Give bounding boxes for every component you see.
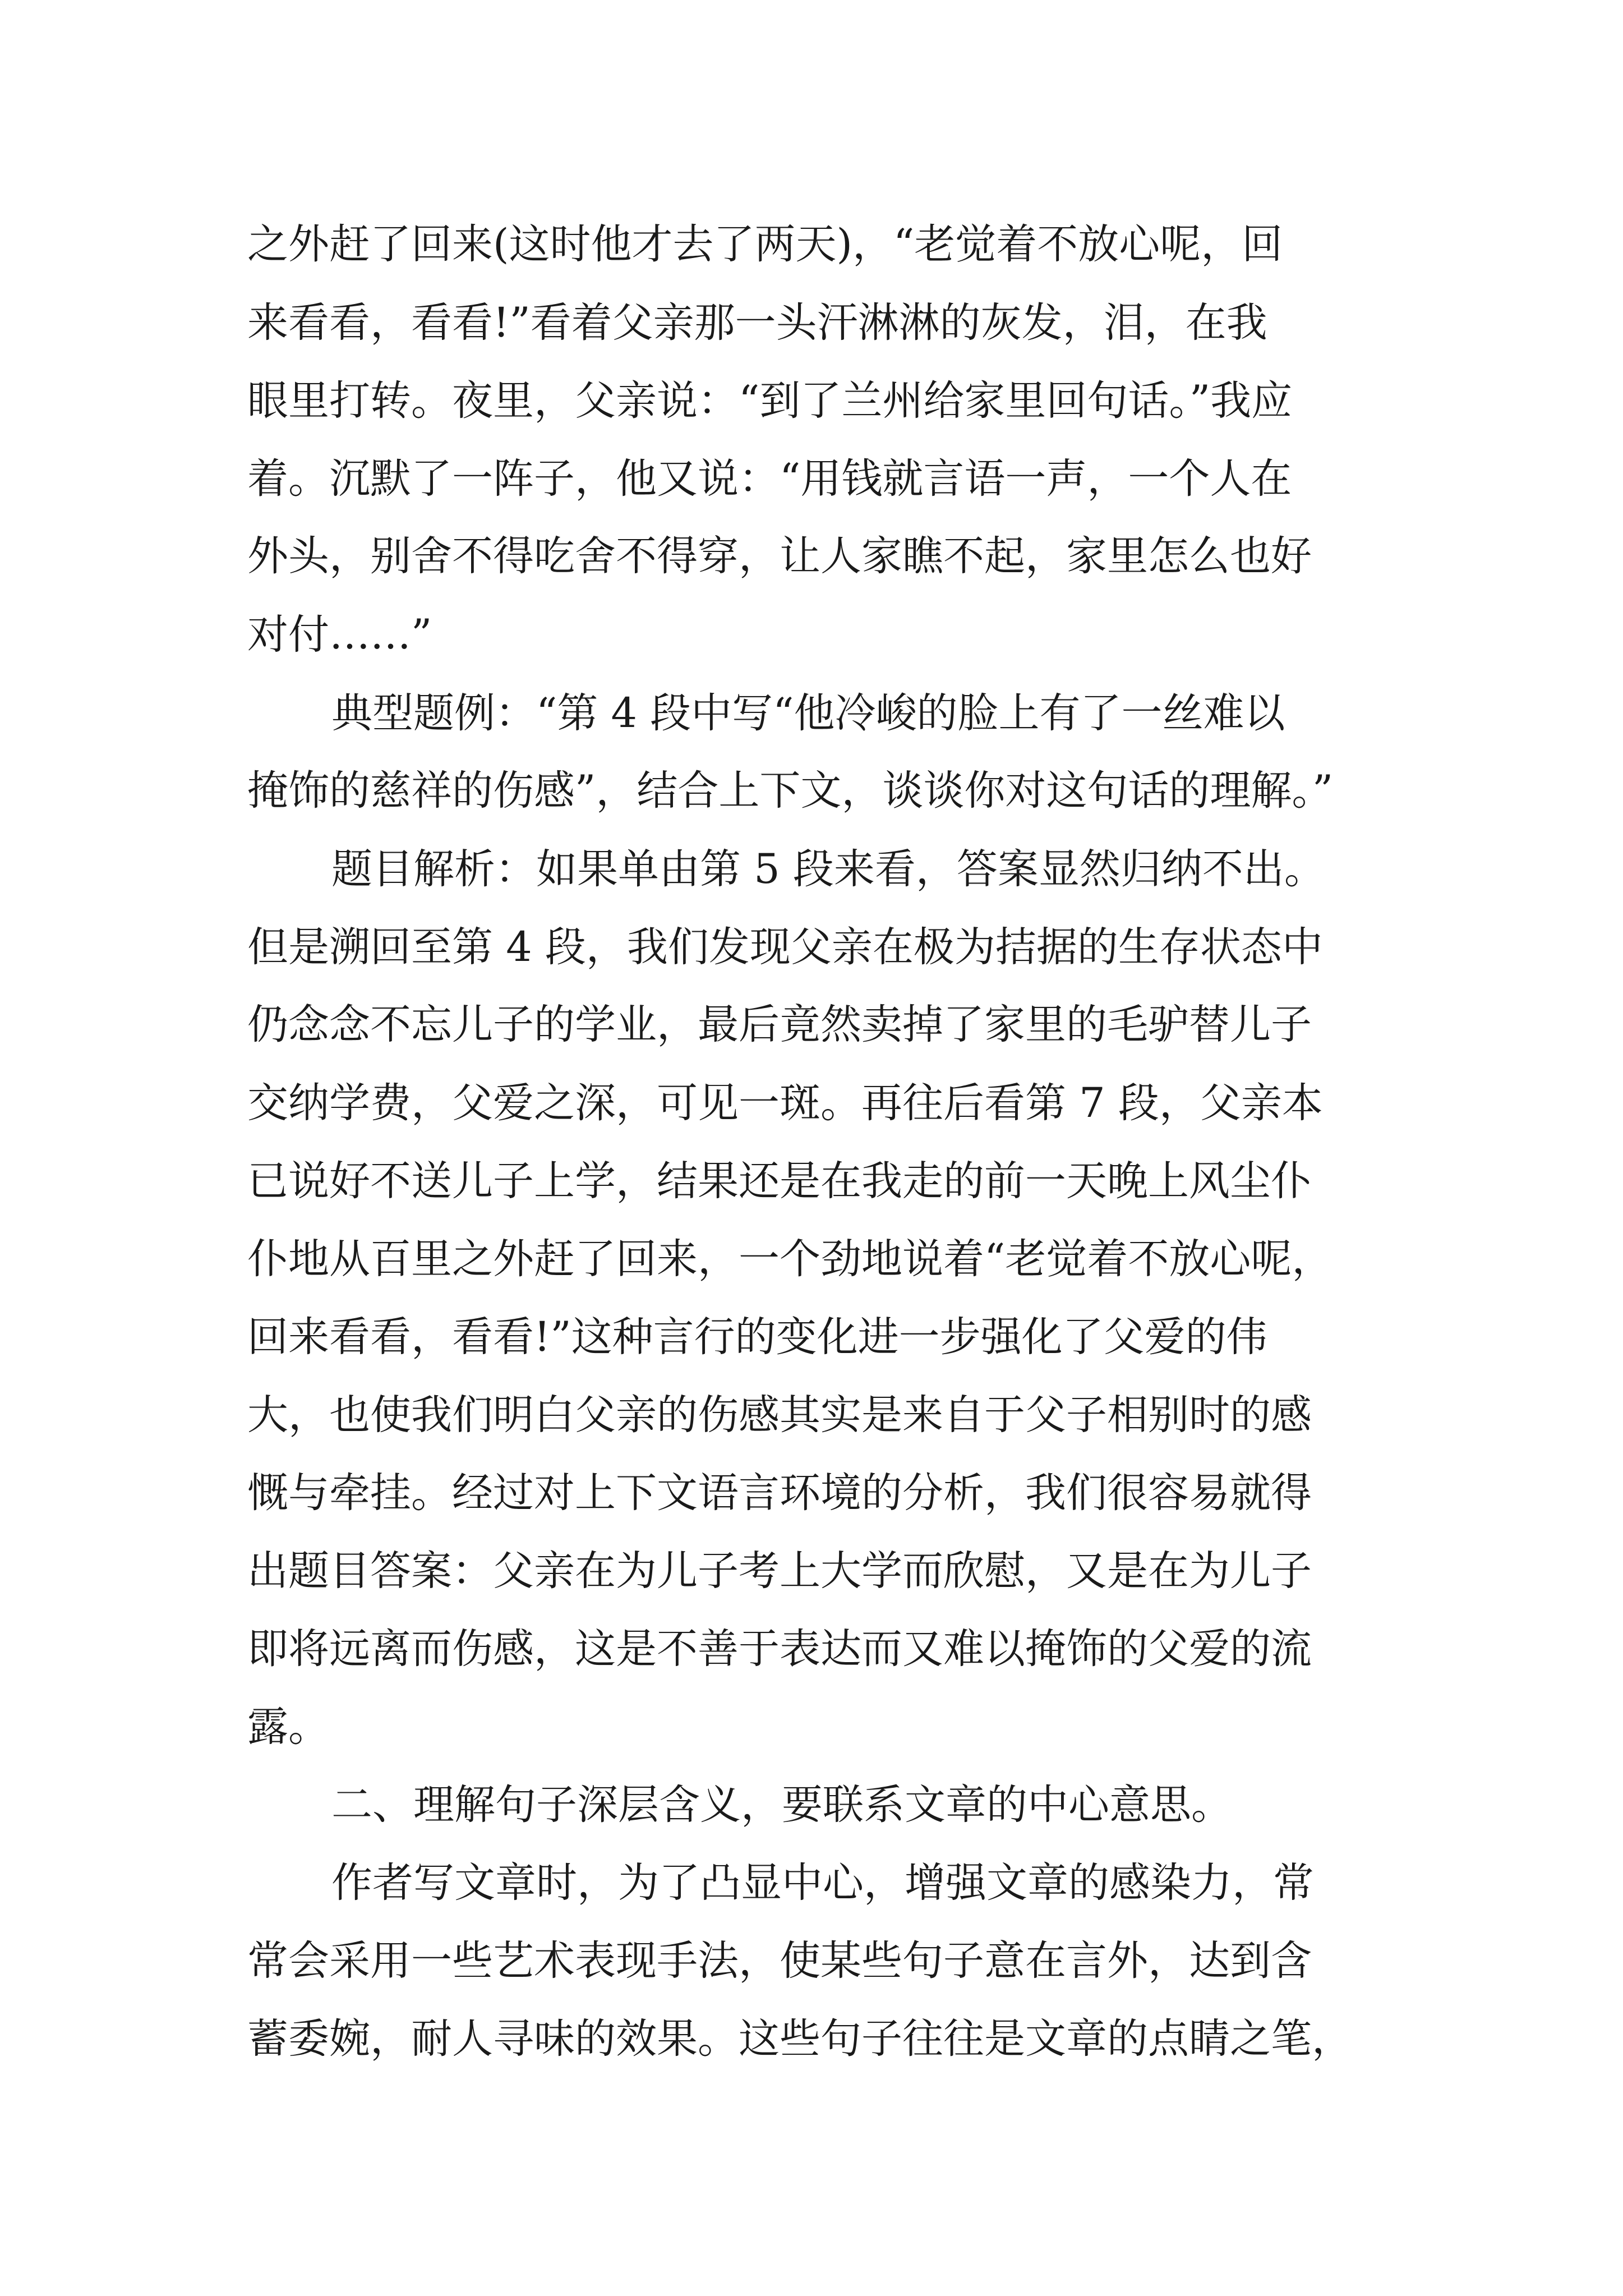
analysis-text-line: 仍念念不忘儿子的学业，最后竟然卖掉了家里的毛驴替儿子 [247,1001,1312,1048]
example-question-line: 掩饰的慈祥的伤感”，结合上下文，谈谈你对这句话的理解。” [247,767,1334,815]
body-text-line: 常会采用一些艺术表现手法，使某些句子意在言外，达到含 [247,1937,1312,1985]
body-text-line: 作者写文章时，为了凸显中心，增强文章的感染力，常 [331,1859,1314,1907]
analysis-text-line: 题目解析：如果单由第 5 段来看，答案显然归纳不出。 [331,845,1325,893]
body-text-line: 蓄委婉，耐人寻味的效果。这些句子往往是文章的点睛之笔， [247,2015,1353,2063]
body-text-line: 外头，别舍不得吃舍不得穿，让人家瞧不起，家里怎么也好 [247,532,1312,580]
analysis-text-line: 回来看看，看看!”这种言行的变化进一步强化了父爱的伟 [247,1313,1267,1361]
body-text-line: 之外赶了回来(这时他才去了两天)，“老觉着不放心呢，回 [247,220,1283,268]
analysis-text-line: 大，也使我们明白父亲的伤感其实是来自于父子相别时的感 [247,1391,1312,1439]
analysis-text-line: 慨与牵挂。经过对上下文语言环境的分析，我们很容易就得 [247,1469,1312,1517]
analysis-text-line: 已说好不送儿子上学，结果还是在我走的前一天晚上风尘仆 [247,1157,1312,1205]
body-text-line: 眼里打转。夜里，父亲说：“到了兰州给家里回句话。”我应 [247,377,1293,425]
analysis-text-line: 仆地从百里之外赶了回来，一个劲地说着“老觉着不放心呢， [247,1235,1333,1283]
body-text-line: 来看看，看看!”看着父亲那一头汗淋淋的灰发，泪，在我 [247,299,1267,347]
body-text-line: 对付……” [247,611,432,659]
analysis-text-line: 即将远离而伤感，这是不善于表达而又难以掩饰的父爱的流 [247,1625,1312,1673]
analysis-text-line: 交纳学费，父爱之深，可见一斑。再往后看第 7 段，父亲本 [247,1079,1323,1127]
example-question-line: 典型题例：“第 4 段中写“他冷峻的脸上有了一丝难以 [331,689,1285,737]
section-heading: 二、理解句子深层含义，要联系文章的中心意思。 [331,1781,1232,1829]
analysis-text-line: 但是溯回至第 4 段，我们发现父亲在极为拮据的生存状态中 [247,923,1323,971]
analysis-text-line: 露。 [247,1703,329,1751]
body-text-line: 着。沉默了一阵子，他又说：“用钱就言语一声，一个人在 [247,455,1292,503]
analysis-text-line: 出题目答案：父亲在为儿子考上大学而欣慰，又是在为儿子 [247,1547,1312,1595]
